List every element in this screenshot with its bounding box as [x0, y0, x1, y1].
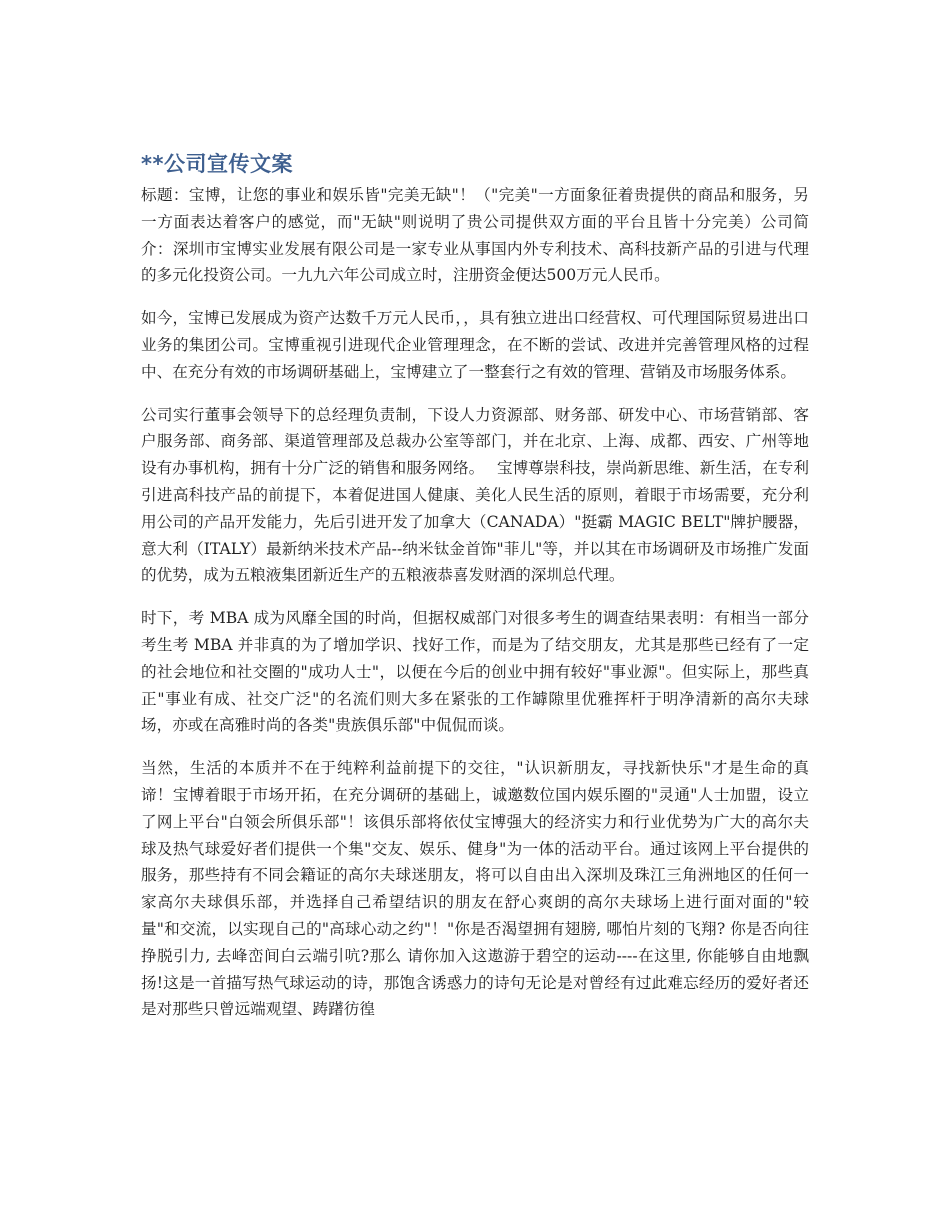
paragraph-company-intro: 标题：宝博，让您的事业和娱乐皆"完美无缺"！（"完美"一方面象征着贵提供的商品和服务，另一方面表达着客户的感觉，而"无缺"则说明了贵公司提供双方面的平台且皆十分完美）公司简介：深圳市宝博实业发展有限公司是一家专业从事国内外专利技术、高科技新产品的引进与代理的多元化投资公司。一九九六年公司成立时，注册资金便达500万元人民币。	[141, 186, 809, 285]
document-heading: **公司宣传文案	[141, 152, 293, 176]
document-page	[141, 150, 809, 1039]
paragraph-company-development: 如今，宝博已发展成为资产达数千万元人民币，，具有独立进出口经营权、可代理国际贸易进出口业务的集团公司。宝博重视引进现代企业管理理念，在不断的尝试、改进并完善管理风格的过程中、在充分有效的市场调研基础上，宝博建立了一整套行之有效的管理、营销及市场服务体系。	[141, 309, 809, 381]
paragraph-club-platform: 当然，生活的本质并不在于纯粹利益前提下的交往，"认识新朋友，寻找新快乐"才是生命的真谛！宝博着眼于市场开拓，在充分调研的基础上，诚邀数位国内娱乐圈的"灵通"人士加盟，设立了网上平台"白领会所俱乐部"！该俱乐部将依仗宝博强大的经济实力和行业优势为广大的高尔夫球及热气球爱好者们提供一个集"交友、娱乐、健身"为一体的活动平台。通过该网上平台提供的服务，那些持有不同会籍证的高尔夫球迷朋友，将可以自由出入深圳及珠江三角洲地区的任何一家高尔夫球俱乐部，并选择自己希望结识的朋友在舒心爽朗的高尔夫球场上进行面对面的"较量"和交流，以实现自己的"高球心动之约"！"你是否渴望拥有翅膀, 哪怕片刻的飞翔? 你是否向往挣脱引力, 去峰峦间白云端引吭?那么 请你加入这遨游于碧空的运动----在这里, 你能够自由地飘扬!这是一首描写热气球运动的诗，那饱含诱惑力的诗句无论是对曾经有过此难忘经历的爱好者还是对那些只曾远端观望、踌躇彷徨	[141, 759, 809, 1019]
paragraph-mba-trend: 时下，考 MBA 成为风靡全国的时尚，但据权威部门对很多考生的调查结果表明：有相当一部分考生考 MBA 并非真的为了增加学识、找好工作，而是为了结交朋友，尤其是那些已经有了一定的社会地位和社交圈的"成功人士"，以便在今后的创业中拥有较好"事业源"。但实际上，那些真正"事业有成、社交广泛"的名流们则大多在紧张的工作罅隙里优雅挥杆于明净清新的高尔夫球场，亦或在高雅时尚的各类"贵族俱乐部"中侃侃而谈。	[141, 609, 809, 735]
paragraph-organization-products: 公司实行董事会领导下的总经理负责制，下设人力资源部、财务部、研发中心、市场营销部、客户服务部、商务部、渠道管理部及总裁办公室等部门，并在北京、上海、成都、西安、广州等地设有办事机构，拥有十分广泛的销售和服务网络。 宝博尊崇科技，崇尚新思维、新生活，在专利引进高科技产品的前提下，本着促进国人健康、美化人民生活的原则，着眼于市场需要，充分利用公司的产品开发能力，先后引进开发了加拿大（CANADA）"挺霸 MAGIC BELT"牌护腰器，意大利（ITALY）最新纳米技术产品--纳米钛金首饰"菲儿"等，并以其在市场调研及市场推广发面的优势，成为五粮液集团新近生产的五粮液恭喜发财酒的深圳总代理。	[141, 405, 809, 585]
